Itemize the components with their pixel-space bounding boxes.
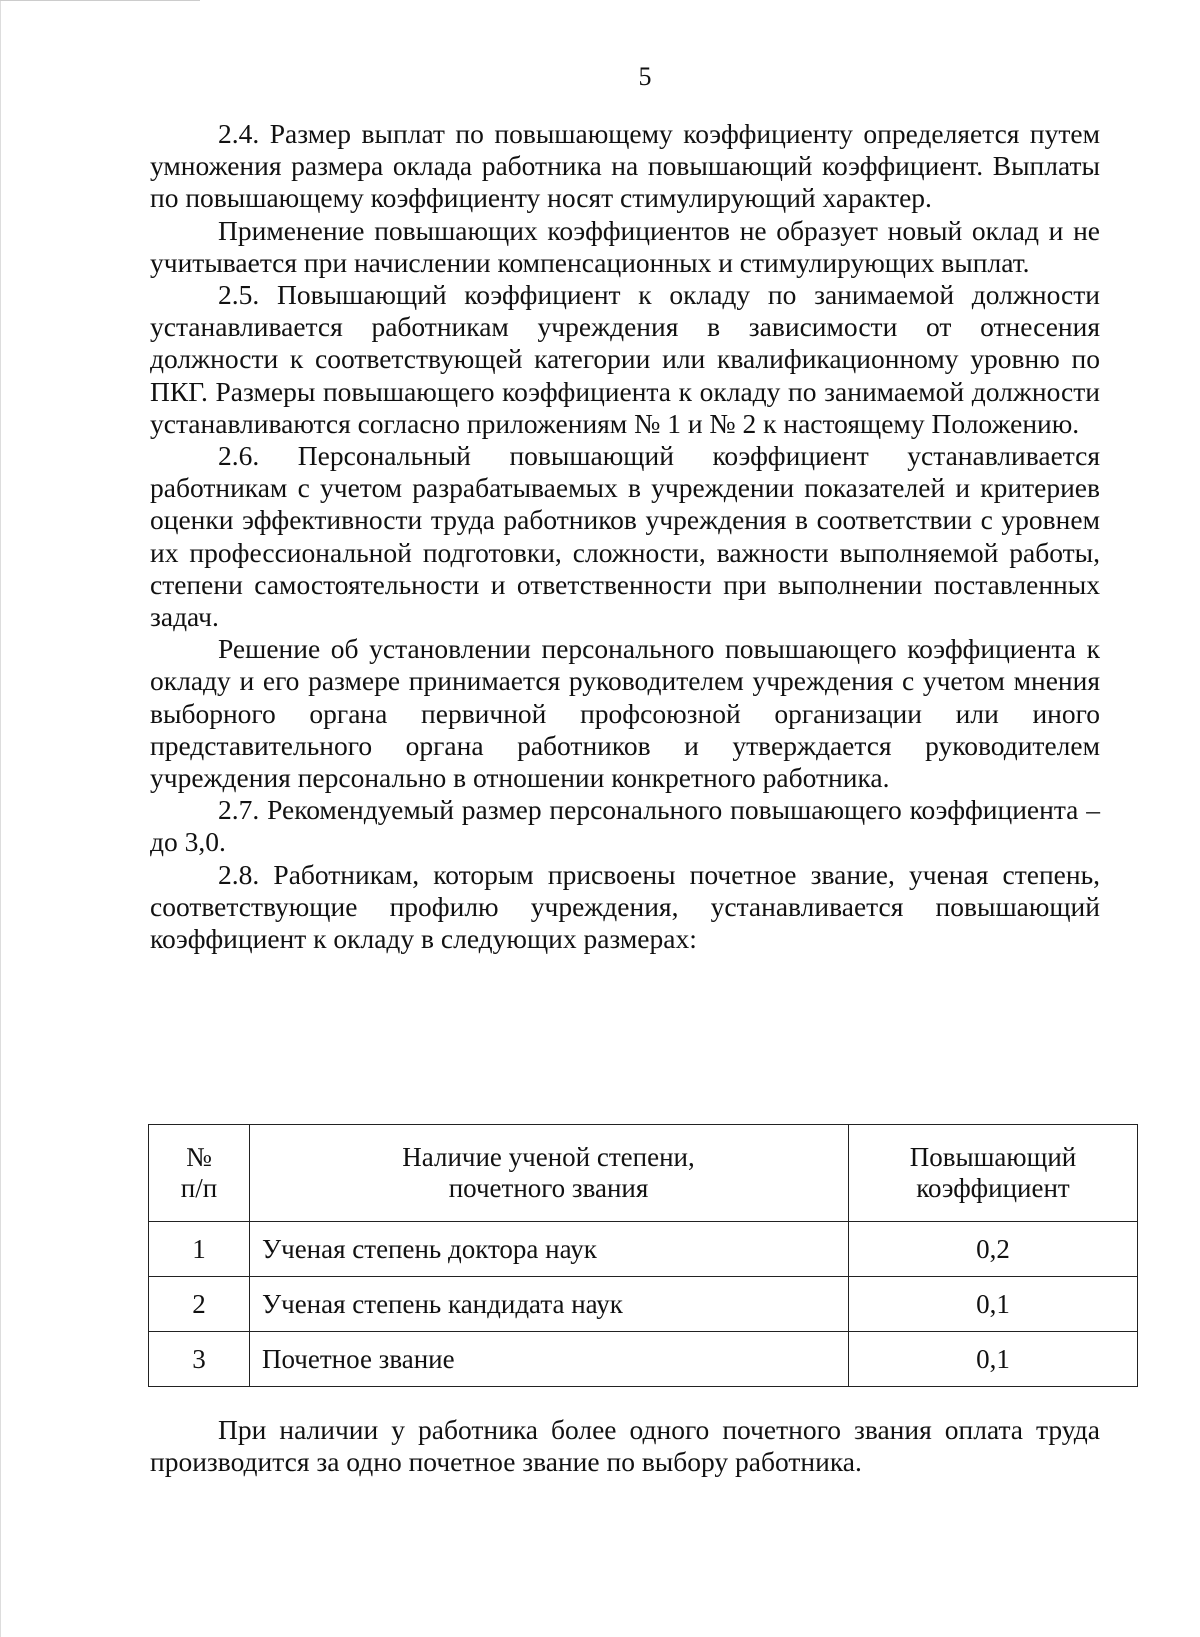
row-name: Почетное звание (250, 1332, 849, 1387)
paragraph-2-8: 2.8. Работникам, которым присвоены почетное звание, ученая степень, соответствующие профилю учреждения, устанавливается повышающий коэффициент к окладу в следующих размерах: (150, 858, 1100, 955)
row-coefficient: 0,1 (849, 1332, 1138, 1387)
row-number: 2 (149, 1277, 250, 1332)
footer-paragraph: При наличии у работника более одного почетного звания оплата труда производится за одно почетное звание по выбору работника. (150, 1414, 1100, 1477)
row-name: Ученая степень кандидата наук (250, 1277, 849, 1332)
page-number: 5 (638, 62, 652, 91)
paragraph-2-6: 2.6. Персональный повышающий коэффициент устанавливается работникам с учетом разрабатываемых в учреждении показателей и критериев оценки эффективности труда работников учреждения в соответствии с уровнем их профессиональной подготовки, сложности, важности выполняемой работы, степени самостоятельности и ответственности при выполнении поставленных задач. (150, 440, 1100, 633)
table-row (149, 1222, 1138, 1277)
paragraph-2-5: 2.5. Повышающий коэффициент к окладу по занимаемой должности устанавливается работникам учреждения в зависимости от отнесения должности к соответствующей категории или квалификационному уровню по ПКГ. Размеры повышающего коэффициента к окладу по занимаемой должности устанавливаются согласно приложениям № 1 и № 2 к настоящему Положению. (150, 279, 1100, 439)
scan-top-line (0, 0, 200, 1)
table-row (149, 1332, 1138, 1387)
paragraph-coef-application: Применение повышающих коэффициентов не образует новый оклад и не учитывается при начислении компенсационных и стимулирующих выплат. (150, 214, 1100, 278)
row-number: 3 (149, 1332, 250, 1387)
header-number: № п/п (149, 1125, 250, 1222)
header-coefficient: Повышающий коэффициент (849, 1125, 1138, 1222)
table-row (149, 1277, 1138, 1332)
row-coefficient: 0,1 (849, 1277, 1138, 1332)
row-name: Ученая степень доктора наук (250, 1222, 849, 1277)
paragraph-2-4: 2.4. Размер выплат по повышающему коэффициенту определяется путем умножения размера оклада работника на повышающий коэффициент. Выплаты по повышающему коэффициенту носят стимулирующий характер. (150, 118, 1100, 214)
paragraph-2-7: 2.7. Рекомендуемый размер персонального повышающего коэффициента – до 3,0. (150, 794, 1100, 858)
coefficient-table (148, 1124, 1138, 1387)
paragraph-personal-decision: Решение об установлении персонального повышающего коэффициента к окладу и его размере принимается руководителем учреждения с учетом мнения выборного органа первичной профсоюзной организации или иного представительного органа работников и утверждается руководителем учреждения персонально в отношении конкретного работника. (150, 633, 1100, 794)
table-header-row (149, 1125, 1138, 1222)
header-degree-title: Наличие ученой степени, почетного звания (250, 1125, 849, 1222)
row-coefficient: 0,2 (849, 1222, 1138, 1277)
scan-edge-line (0, 0, 1, 1637)
body-text (150, 118, 1100, 955)
row-number: 1 (149, 1222, 250, 1277)
